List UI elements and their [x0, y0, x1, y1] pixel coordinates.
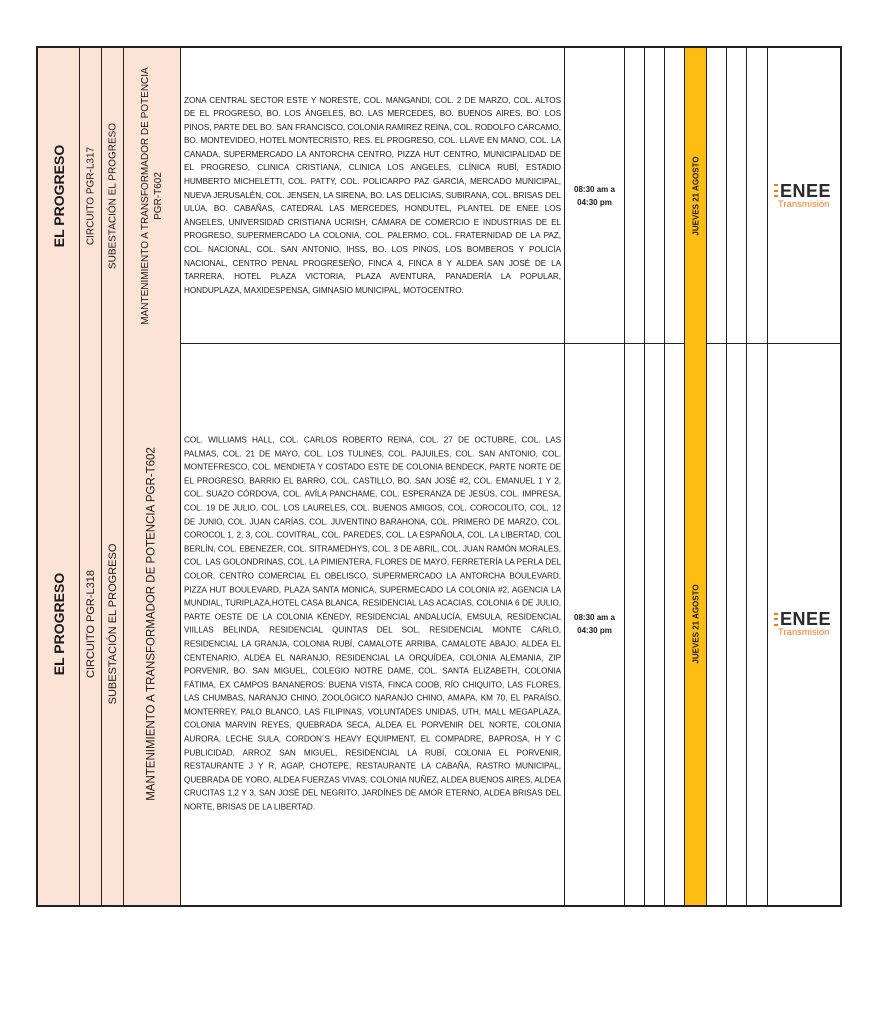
blank-cell	[747, 343, 768, 905]
time-cell	[565, 343, 625, 905]
substation-label: SUBESTACIÓN EL PROGRESO	[107, 122, 118, 269]
blank-cell	[727, 343, 747, 905]
enee-logo-icon	[774, 610, 842, 638]
time-end: 04:30 pm	[577, 197, 612, 207]
work-cell	[124, 343, 181, 905]
blank-cell	[665, 48, 685, 343]
work-line-2: PGR-T602	[153, 171, 164, 220]
time-range	[565, 183, 624, 209]
logo-cell	[768, 48, 842, 343]
time-cell	[565, 48, 625, 343]
blank-cell	[645, 48, 665, 343]
blank-cell	[625, 48, 645, 343]
city-cell	[38, 48, 80, 343]
date-label: JUEVES 21 AGOSTO	[691, 155, 700, 236]
table-row	[38, 48, 840, 344]
substation-cell	[102, 343, 124, 905]
blank-cell	[665, 343, 685, 905]
affected-areas-text: COL. WILLIAMS HALL, COL. CARLOS ROBERTO REINA, COL. 27 DE OCTUBRE, COL. LAS PALMAS, COL. 21 DE MAYO, COL. LOS TULINES, COL. PAJUILES, COL. SAN ANTONIO, COL. MONTEFRESCO, COL. MENDIETA Y COSTADO ESTE DE COLONIA BENDECK, PARTE NORTE DE EL PROGRESO, BARRIO EL BARRO, COL. CASTILLO, BO. SAN JOSÉ #2, COL. EMANUEL 1 Y 2, COL. SUAZO CÓRDOVA, COL. AVÍLA PANCHAME, COL. ESPERANZA DE JESÚS, COL. IMPRESA, COL. 19 DE JULIO, COL. LOS LAURELES, COL. BUENOS AMIGOS, COL. COROCOLITO, COL, 12 DE JUNIO, COL. JUAN CARÍAS, COL. JUVENTINO BARAHONA, COL. PRIMERO DE MARZO, COL. COROCOL 1, 2, 3, COL. COVITRAL, COL. PAREDES, COL. LA ESPAÑOLA, COL. LA LIBERTAD, COL BERLÍN, COL. EBENEZER, COL. SITRAMEDHYS, COL. 3 DE ABRIL, COL. JUAN RAMÓN MORALES, COL. LAS GOLONDRINAS, COL. LA PIMIENTERA, FLORES DE MAYO, FERRETERÍA LA PERLA DEL COLOR, CENTRO COMERCIAL EL OBELISCO, SUPERMERCADO LA ANTORCHA BOULEVARD, PIZZA HUT BOULEVARD, PLAZA SANTA MONICA, SUPERMECADO LA COLONIA #2, AGENCIA LA MUNDIAL, TURIPLAZA,HOTEL CASA BLANCA, RESIDENCIAL LAS ACACIAS, COLONIA 6 DE JULIO, PARTE OESTE DE LA COLONIA KÉNEDY, RESIDENCIAL ANDALUCÍA, EMSULA, RESIDENCIAL VIILLAS BELINDA, RESIDENCIAL QUINTAS DEL SOL, RESIDENCIAL MONTE CARLO, RESIDENCIAL LA GRANJA, COLONIA RUBÍ, CAMALOTE ARRIBA, CAMALOTE ABAJO, ALDEA EL CENTENARIO, ALDEA EL NARANJO, RESIDENCIAL LA ORQUÍDEA, COLONIA ALEMANIA, ZIP PORVENIR, BO. SAN MIGUEL, COLEGIO NOTRE DAME, COL. SANTA ELIZABETH, COLONIA FÁTIMA, EX CAMPOS BANANEROS: BUENA VISTA, FINCA COOB, RÍO CHIQUITO, LAS FLORES, LAS CHUMBAS, NARANJO CHINO, ZOOLÓGICO NARANJO CHINO, AMAPA, KM 70, EL PARAÍSO, MONTERREY, PALO BLANCO, LAS FILIPINAS, VOLUNTADES UNIDAS, UTH, MALL MEGAPLAZA, COLONIA MARVIN REYES, QUEBRADA SECA, ALDEA EL PORVENIR DEL NORTE, COLONIA AURORA, LECHE SULA, CORDON´S HEAVY EQUIPMENT, EL COMPADRE, BAPROSA, H Y C PUBLICIDAD, ARROZ SAN MIGUEL, RESIDENCIAL LA RUBÍ, COLONIA EL PORVENIR, RESTAURANTE J Y R, AGAP, CHOTEPE, RESTAURANTE LA CABAÑA, RASTRO MUNICIPAL, QUEBRADA DE YORO, ALDEA FUERZAS VIVAS, COLONIA NUÑEZ, ALDEA BUENOS AIRES, ALDEA CRUCITAS 1,2 Y 3, SAN JOSÉ DEL NEGRITO, JARDÍNES DE AMOR ETERNO, ALDEA BRISAS DEL NORTE, BRISAS DE LA LIBERTAD.	[184, 435, 561, 812]
enee-logo-icon	[774, 182, 842, 210]
work-line-1: MANTENIMIENTO A TRANSFORMADOR DE POTENCIA	[140, 66, 151, 325]
logo-name: ENEE	[780, 180, 832, 201]
work-description	[146, 447, 159, 801]
circuit-label: CIRCUITO PGR-L318	[84, 570, 97, 678]
time-start: 08:30 am a	[574, 184, 615, 194]
blank-cell	[707, 48, 727, 343]
substation-label: SUBESTACIÓN EL PROGRESO	[106, 543, 119, 705]
time-range	[565, 611, 624, 637]
outage-schedule-table	[36, 46, 842, 907]
work-description	[139, 67, 165, 324]
affected-areas-cell	[181, 48, 565, 343]
city-cell	[38, 343, 80, 905]
work-line-1: MANTENIMIENTO A TRANSFORMADOR DE POTENCIA PGR-T602	[145, 447, 158, 801]
logo-name: ENEE	[780, 609, 832, 629]
blank-cell	[625, 343, 645, 905]
table-row	[38, 343, 840, 905]
affected-areas-text: ZONA CENTRAL SECTOR ESTE Y NORESTE, COL. MANGANDI, COL. 2 DE MARZO, COL. ALTOS DE EL PROGRESO, BO. LOS ÁNGELES, BO. LAS MERCEDES, BO. BUENOS AIRES, BO. LOS PINOS, PARTE DEL BO. SAN FRANCISCO, COLONIA RAMIREZ REINA, COL. RODOLFO CARCAMO, BO. MONTEVIDEO, HOTEL MONTECRISTO, RES. EL PROGRESO, COL. LLAVE EN MANO, COL. LA CANADA, SUPERMERCADO LA ANTORCHA CENTRO, PIZZA HUT CENTRO, MUNICIPALIDAD DE EL PROGRESO, CLINICA CRISTIANA, CLINICA LOS ANGELES, CLÍNICA RUBÍ, ESTADIO HUMBERTO MICHELETTI, COL. PATTY, COL. POLICARPO PAZ GARCIA, MERCADO MUNICIPAL, NUEVA JERUSALÉN, COL. JENSEN, LA SIRENA, BO. LAS DELICIAS, SUBIRANA, COL. BRISAS DEL ULÚA, BO. CABAÑAS, CATEDRAL LAS MERCEDES, HONDUTEL, PLANTEL DE ENEE LOS ÁNGELES, UNIVERSIDAD CRISTIANA UCRISH, CÁMARA DE COMERCIO E INDUSTRIAS DE EL PROGRESO, SUPERMERCADO LA COLONIA, COL. PALERMO, COL. FRATERNIDAD DE LA PAZ, COL. NACIONAL, COL. SAN ANTONIO, IHSS, BO. LOS PINOS, LOS BOMBEROS Y POLICÍA NACIONAL, CENTRO PENAL PROGRESEÑO, FINCA 4, FINCA 8 Y ALDEA SAN JOSÉ DE LA TARRERA, HOTEL PLAZA VICTORIA, PLAZA AVENTURA, PANADERÍA LA POPULAR, HONDUPLAZA, MAXIDESPENSA, GIMNASIO MUNICIPAL, MOTOCENTRO.	[184, 95, 561, 295]
logo-mark-icon	[774, 613, 778, 626]
substation-cell	[102, 48, 124, 343]
work-cell	[124, 48, 181, 343]
date-cell	[685, 48, 707, 343]
blank-cell	[707, 343, 727, 905]
time-end: 04:30 pm	[577, 626, 612, 635]
affected-areas-cell	[181, 343, 565, 905]
time-start: 08:30 am a	[574, 613, 615, 622]
logo-cell	[768, 343, 842, 905]
logo-subtitle: Transmisión	[778, 627, 830, 638]
circuit-label: CIRCUITO PGR-L317	[85, 146, 96, 245]
date-cell	[685, 343, 707, 905]
blank-cell	[645, 343, 665, 905]
circuit-cell	[80, 48, 102, 343]
logo-subtitle: Transmisión	[778, 198, 830, 210]
blank-cell	[747, 48, 768, 343]
blank-cell	[727, 48, 747, 343]
circuit-cell	[80, 343, 102, 905]
logo-mark-icon	[774, 184, 778, 197]
city-label: EL PROGRESO	[50, 572, 67, 676]
city-label: EL PROGRESO	[50, 144, 67, 247]
date-label: JUEVES 21 AGOSTO	[691, 584, 700, 664]
